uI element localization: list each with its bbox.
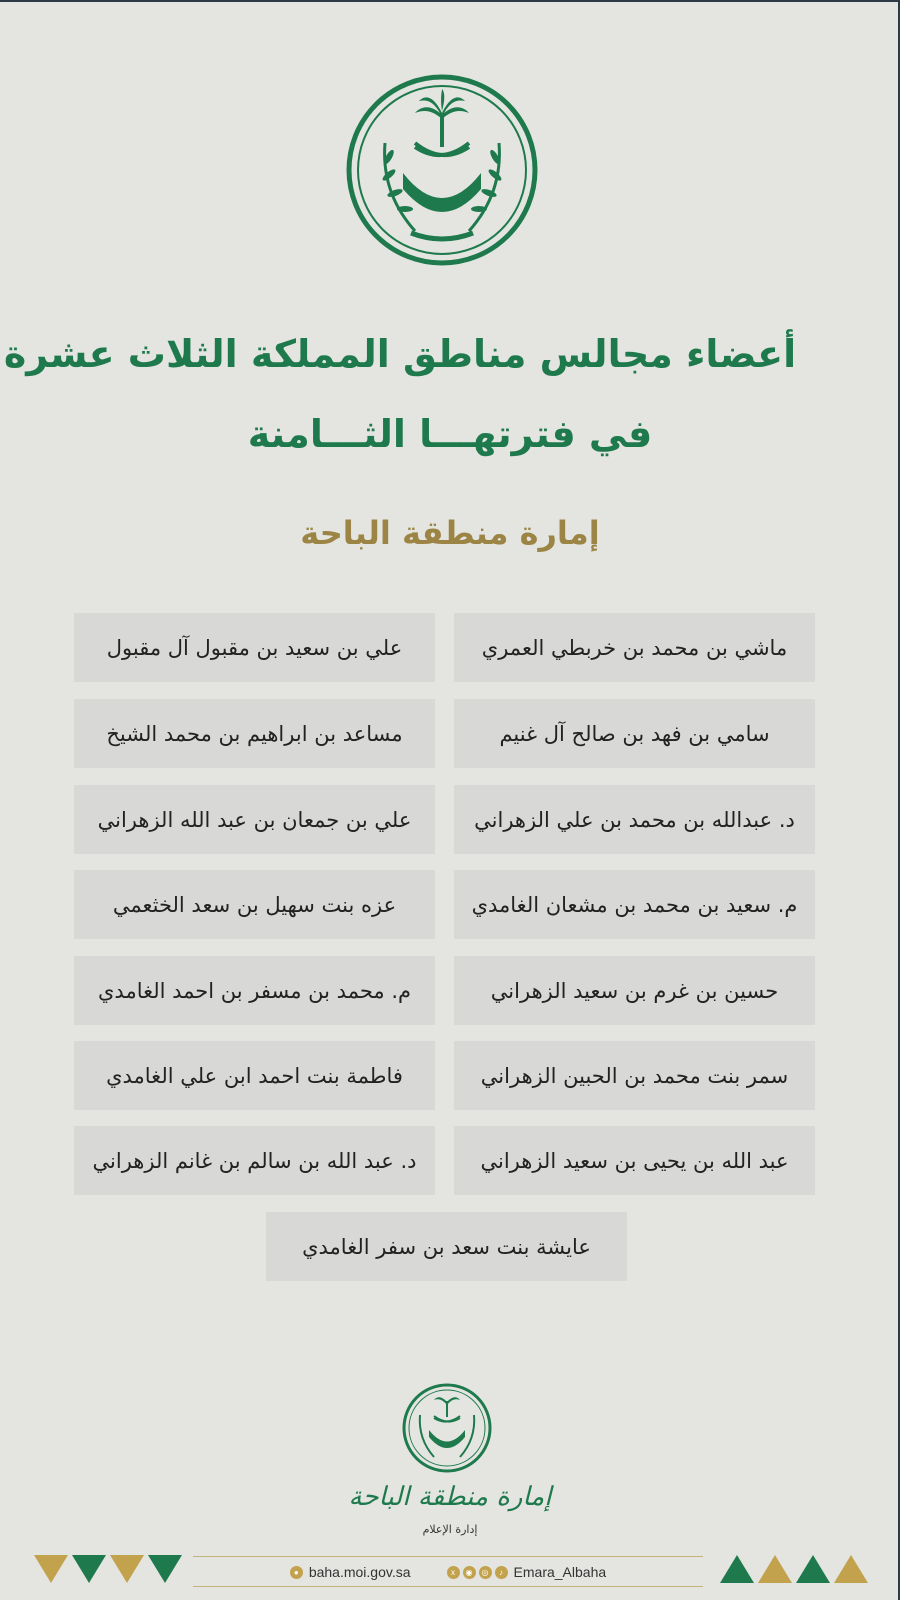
member-card: علي بن جمعان بن عبد الله الزهراني bbox=[74, 785, 435, 854]
member-card: علي بن سعيد بن مقبول آل مقبول bbox=[74, 613, 435, 682]
member-card: عزه بنت سهيل بن سعد الخثعمي bbox=[74, 870, 435, 939]
triangles-decoration-icon bbox=[720, 1555, 870, 1585]
emirate-brand: إمارة منطقة الباحة bbox=[348, 1482, 552, 1512]
social-icons bbox=[447, 1566, 508, 1579]
member-card: م. محمد بن مسفر بن احمد الغامدي bbox=[74, 956, 435, 1025]
member-card: فاطمة بنت احمد ابن علي الغامدي bbox=[74, 1041, 435, 1110]
footer-divider bbox=[193, 1556, 703, 1557]
page-title-line2: في فترتهـــا الثـــامنة bbox=[247, 412, 653, 456]
emirate-emblem-icon bbox=[402, 1383, 492, 1473]
department-name: إدارة الإعلام bbox=[422, 1523, 478, 1536]
tiktok-icon: ♪ bbox=[495, 1566, 508, 1579]
member-card: ماشي بن محمد بن خربطي العمري bbox=[454, 613, 815, 682]
instagram-icon: ◎ bbox=[479, 1566, 492, 1579]
member-card: سمر بنت محمد بن الحبين الزهراني bbox=[454, 1041, 815, 1110]
website-text: baha.moi.gov.sa bbox=[308, 1564, 411, 1580]
triangles-decoration-icon bbox=[34, 1555, 184, 1585]
member-card: م. سعيد بن محمد بن مشعان الغامدي bbox=[454, 870, 815, 939]
snapchat-icon: ◉ bbox=[463, 1566, 476, 1579]
member-card: عايشة بنت سعد بن سفر الغامدي bbox=[266, 1212, 627, 1281]
member-card: د. عبدالله بن محمد بن علي الزهراني bbox=[454, 785, 815, 854]
member-card: سامي بن فهد بن صالح آل غنيم bbox=[454, 699, 815, 768]
social-link[interactable] bbox=[447, 1564, 607, 1580]
region-name: إمارة منطقة الباحة bbox=[300, 514, 600, 552]
member-card: د. عبد الله بن سالم بن غانم الزهراني bbox=[74, 1126, 435, 1195]
x-icon: x bbox=[447, 1566, 460, 1579]
ministry-emblem-icon bbox=[345, 73, 539, 267]
member-card: حسين بن غرم بن سعيد الزهراني bbox=[454, 956, 815, 1025]
footer-divider bbox=[193, 1586, 703, 1587]
page-title: أعضاء مجالس مناطق المملكة الثلاث عشرة bbox=[3, 332, 797, 376]
member-card: مساعد بن ابراهيم بن محمد الشيخ bbox=[74, 699, 435, 768]
footer-links bbox=[193, 1562, 703, 1582]
globe-icon: ● bbox=[290, 1566, 303, 1579]
member-card: عبد الله بن يحيى بن سعيد الزهراني bbox=[454, 1126, 815, 1195]
handle-text: Emara_Albaha bbox=[513, 1564, 607, 1580]
website-link[interactable] bbox=[290, 1564, 411, 1580]
